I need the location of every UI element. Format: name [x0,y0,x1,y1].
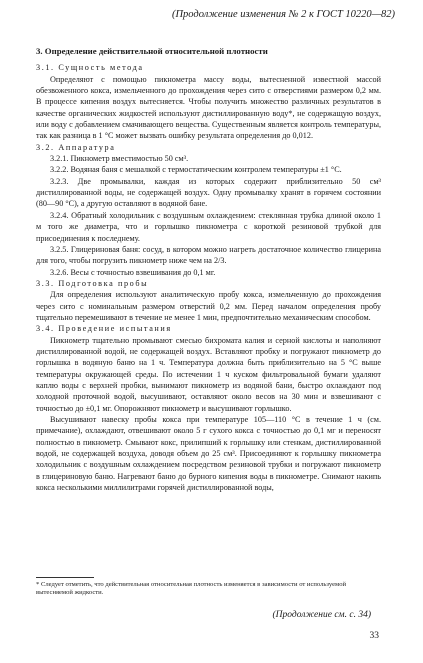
subsection-heading: 3.3. Подготовка пробы [36,278,149,288]
continuation-note: (Продолжение см. с. 34) [272,610,371,620]
subsection-heading: 3.4. Проведение испытания [36,324,172,334]
page-header: (Продолжение изменения № 2 к ГОСТ 10220—82) [171,9,395,20]
paragraph: 3.2.5. Глицериновая баня: сосуд, в котором можно нагреть достаточное количество глицерина для того, чтобы погрузить пикнометр ниже чем на 2/3. [36,244,381,266]
paragraph: Высушивают навеску пробы кокса при температуре 105—110 °С в течение 1 ч (см. примечание), охлаждают, отвешивают около 5 г сухого кокса с точностью до 0,1 мг и переносят полностью в пикнометр. Смывают кокс, прилипший к горлышку или стенкам, дистиллированной водой, не содержащей воздуха, доводя объем до 25 см³. Присоединяют к горлышку пикнометра холодильник с воздушным охлаждением посредством резиновой трубки и погружают пикнометр в глицериновую баню. Нагревают баню до бурного кипения воды в пикнометре. Снимают накипь кокса несколькими миллилитрами горячей дистиллированной воды, [36,415,381,493]
paragraph: 3.2.1. Пикнометр вместимостью 50 см³. [50,154,189,164]
paragraph: 3.2.2. Водяная баня с мешалкой с термостатическим контролем температуры ±1 °С. [50,165,342,175]
subsection-heading: 3.2. Аппаратура [36,142,116,152]
paragraph: Определяют с помощью пикнометра массу воды, вытесненной известной массой обезвоженного кокса, измельченного до прохождения через сито с отверстиями размером 0,2 мм. В процессе кипения воздух вытесняется. Чтобы получить множество различных результатов в качестве органических жидкостей используют дистиллированную воду*, не содержащую воздух, или воду с добавлением смачивающего вещества. Существенным является контроль температуры, так как разница в 1 °С может вызвать ошибку результата определения до 0,012. [36,74,381,141]
paragraph: 3.2.6. Весы с точностью взвешивания до 0,1 мг. [50,267,216,277]
subsection-heading: 3.1. Сущность метода [36,63,144,73]
page-number: 33 [369,631,379,641]
paragraph: Для определения используют аналитическую пробу кокса, измельченную до прохождения через сито с номинальным размером отверстий 0,2 мм. Перед началом определения пробу тщательно перемешивают в течение не менее 1 мин, предпочтительно механическим способом. [36,290,381,322]
paragraph: Пикнометр тщательно промывают смесью бихромата калия и серной кислоты и наполняют дистиллированной водой, не содержащей воздух. Вставляют пробку и погружают пикнометр до горлышка в водяную баню на 1 ч. Температура должна быть приблизительно на 5 °С выше температуры окружающей среды. По истечении 1 ч куском фильтровальной бумаги удаляют каплю воды с верхней пробки, вынимают пикнометр из водяной бани, быстро охлаждают под холодной проточной водой, высушивают, оставляют около весов на 30 мин и взвешивают с точностью до ±0,1 мг. Опорожняют пикнометр и высушивают горлышко. [36,335,381,413]
body-text [36,46,381,493]
footnote: * Следует отметить, что действительная относительная плотность изменяется в зависимости от используемой вытесняемой жидкости. [36,581,347,597]
paragraph: 3.2.3. Две промывалки, каждая из которых содержит приблизительно 50 см³ дистиллированной воды, не содержащей воздух. Одну промывалку хранят в горячем состоянии (80—90 °С), а другую оставляют в водяной бане. [36,176,381,209]
section-heading: 3. Определение действительной относительной плотности [36,46,268,56]
footnote-rule [36,577,94,578]
paragraph: 3.2.4. Обратный холодильник с воздушным охлаждением: стеклянная трубка длиной около 1 м того же диаметра, что и горлышко пикнометра с короткой резиновой трубкой для присоединения к последнему. [36,210,381,243]
